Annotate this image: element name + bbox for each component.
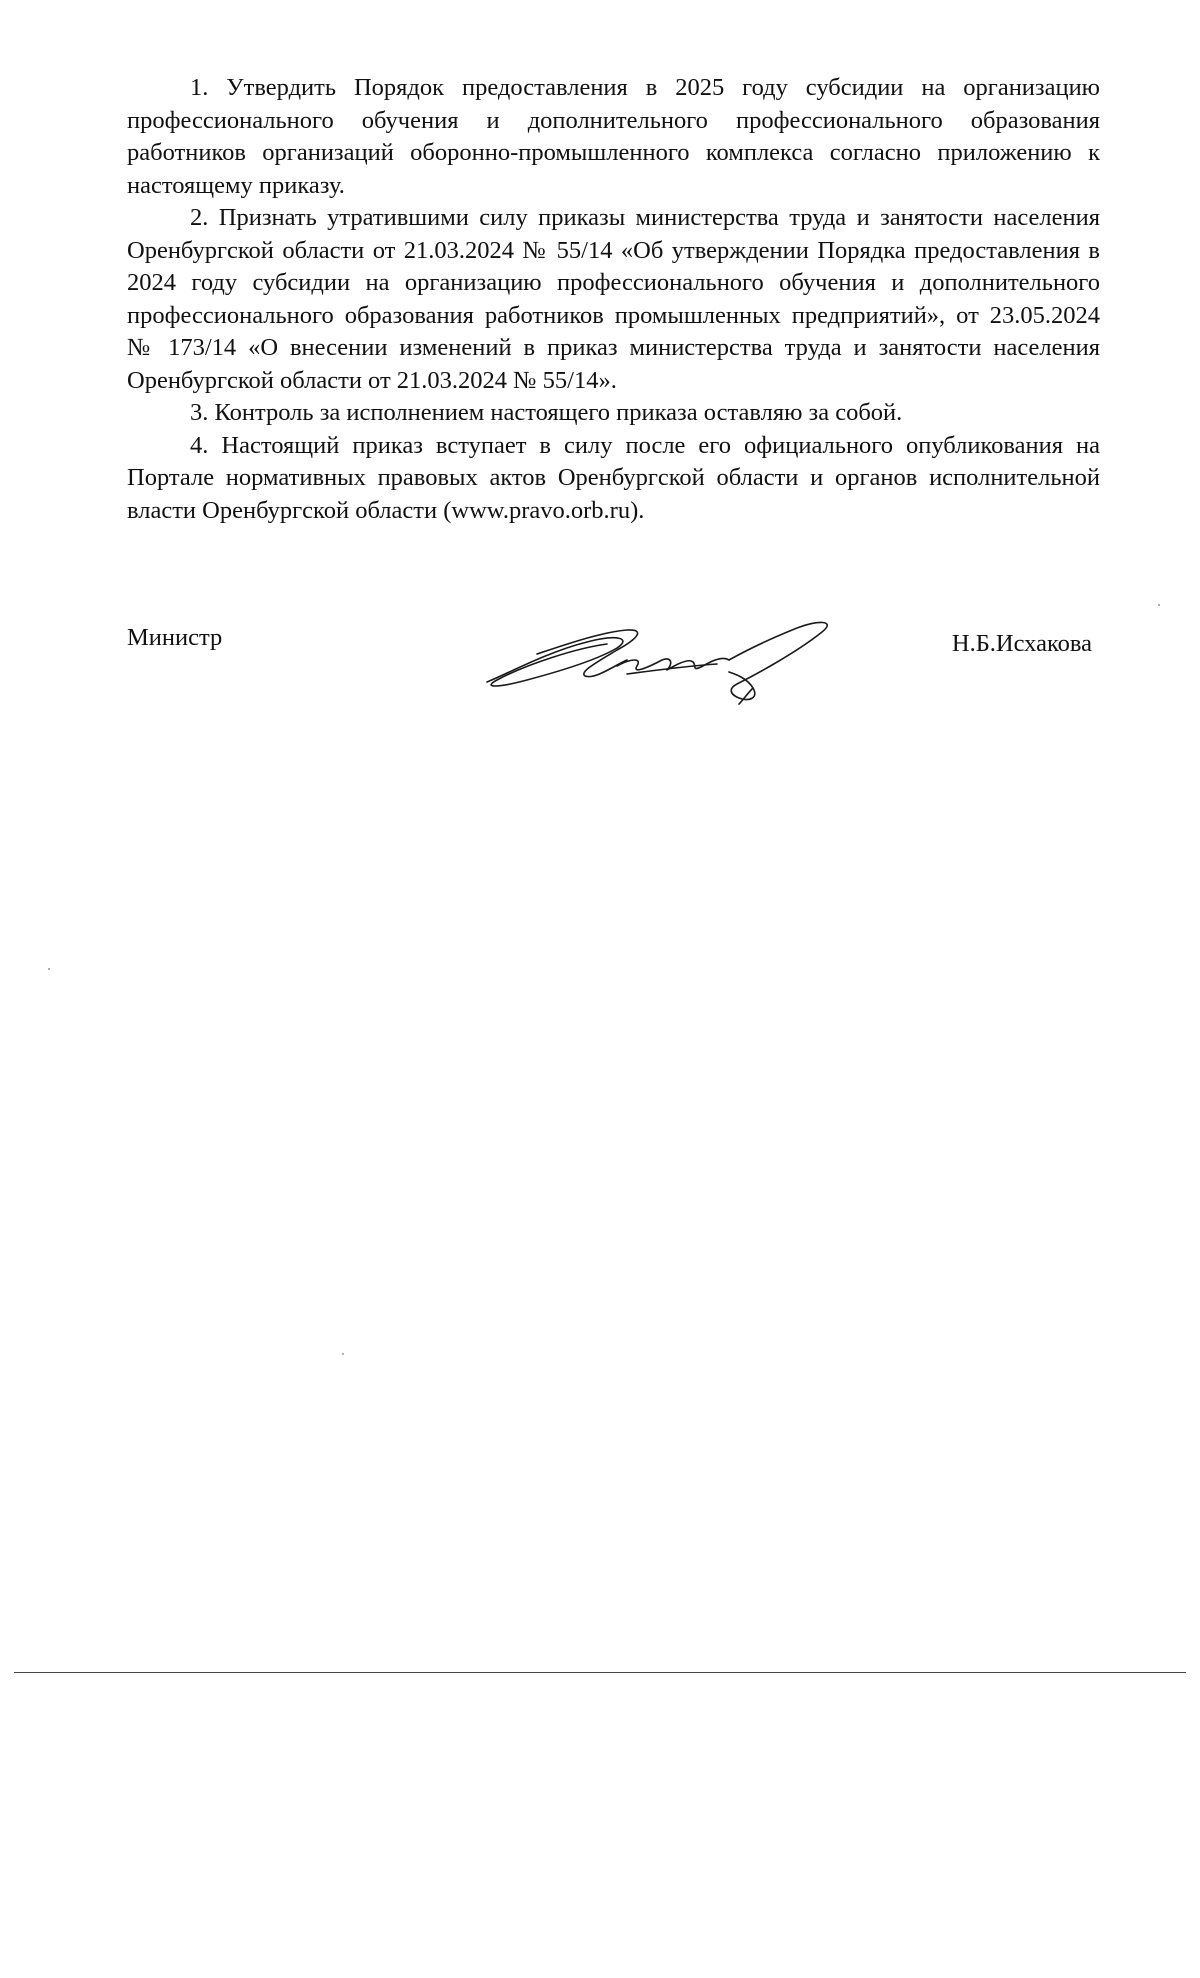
paragraph-4: 4. Настоящий приказ вступает в силу после его официального опубликования на Портале нормативных правовых актов Оренбургской области и органов исполнительной власти Оренбургской области (www.pravo.orb.ru). bbox=[127, 431, 1100, 524]
paragraph-1: 1. Утвердить Порядок предоставления в 2025 году субсидии на организацию профессионального обучения и дополнительного профессионального образования работников организаций оборонно-промышленного комплекса согласно приложению к настоящему приказу. bbox=[127, 74, 1100, 199]
scan-speck bbox=[48, 968, 50, 970]
footer-divider bbox=[14, 1672, 1186, 1673]
scan-speck bbox=[1158, 604, 1160, 606]
signatory-title: Министр bbox=[127, 624, 223, 651]
paragraph-2: 2. Признать утратившими силу приказы министерства труда и занятости населения Оренбургской области от 21.03.2024 № 55/14 «Об утверждении Порядка предоставления в 2024 году субсидии на организацию профессионального обучения и дополнительного профессионального образования работников промышленных предприятий», от 23.05.2024 № 173/14 «О внесении изменений в приказ министерства труда и занятости населения Оренбургской области от 21.03.2024 № 55/14». bbox=[127, 204, 1100, 394]
scan-speck bbox=[342, 1353, 344, 1355]
signature-block bbox=[127, 614, 1100, 714]
signatory-name: Н.Б.Исхакова bbox=[951, 630, 1092, 657]
handwritten-signature bbox=[467, 614, 887, 714]
document-body bbox=[127, 72, 1100, 527]
paragraph-3: 3. Контроль за исполнением настоящего приказа оставляю за собой. bbox=[190, 399, 903, 426]
